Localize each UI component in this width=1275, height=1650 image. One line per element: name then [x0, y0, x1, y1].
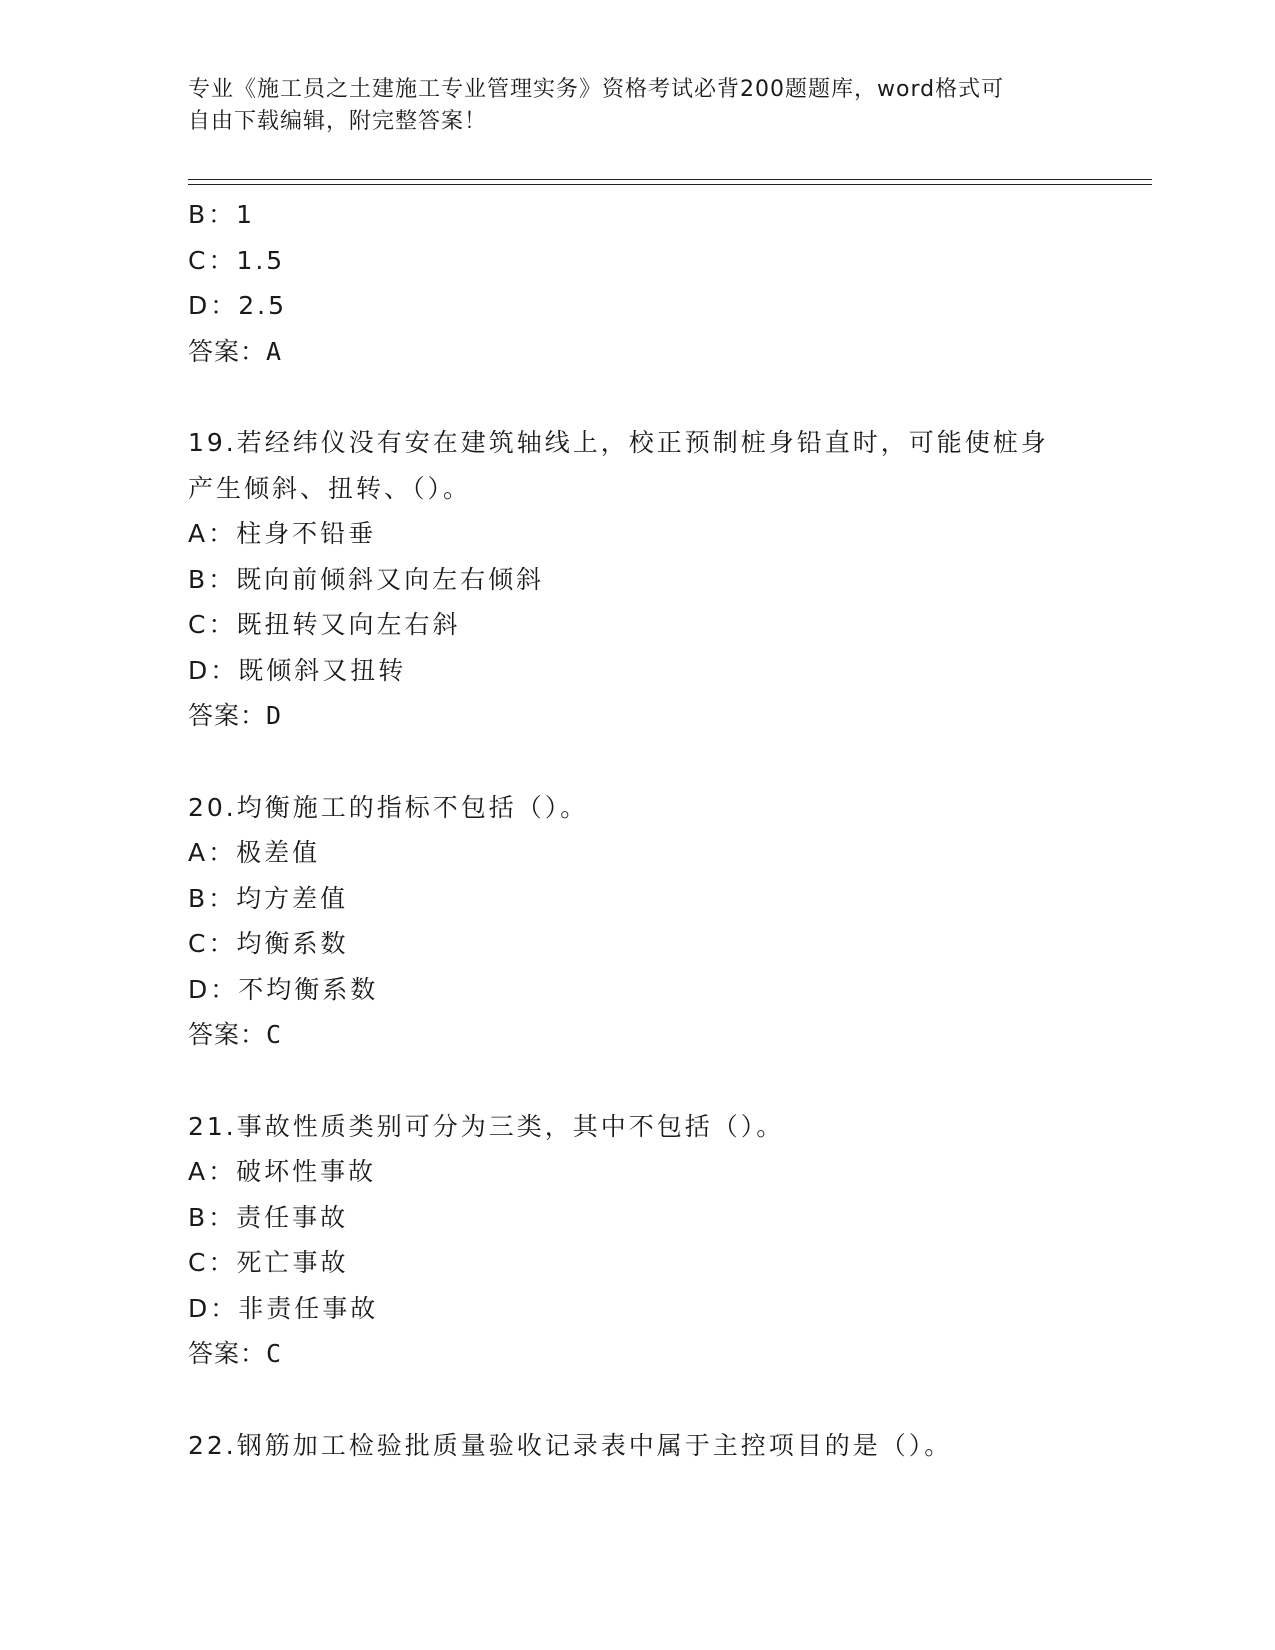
option-a: A：极差值 — [188, 838, 321, 867]
question-block-19 — [188, 420, 1088, 739]
header-divider-bottom — [188, 184, 1152, 185]
question-block-20 — [188, 785, 1088, 1058]
option-d: D：不均衡系数 — [188, 974, 379, 1004]
question-stem: 19.若经纬仪没有安在建筑轴线上，校正预制桩身铅直时，可能使桩身 — [188, 428, 1049, 457]
spacer — [188, 374, 1088, 420]
header-line-2: 自由下载编辑，附完整答案！ — [188, 109, 488, 134]
option-b: B：1 — [188, 200, 256, 229]
option-d: D：既倾斜又扭转 — [188, 655, 407, 685]
option-c: C：均衡系数 — [188, 929, 349, 958]
header-line-1: 专业《施工员之土建施工专业管理实务》资格考试必背200题题库，word格式可 — [188, 77, 1005, 102]
option-a: A：柱身不铅垂 — [188, 519, 377, 548]
question-stem: 22.钢筋加工检验批质量验收记录表中属于主控项目的是（）。 — [188, 1430, 953, 1460]
question-list — [188, 192, 1088, 1468]
question-block-21 — [188, 1104, 1088, 1377]
question-stem: 21.事故性质类别可分为三类，其中不包括（）。 — [188, 1111, 785, 1141]
question-stem-continued: 产生倾斜、扭转、（）。 — [188, 473, 472, 503]
option-c: C：1.5 — [188, 245, 286, 275]
option-d: D：非责任事故 — [188, 1293, 379, 1323]
spacer — [188, 739, 1088, 785]
option-b: B：既向前倾斜又向左右倾斜 — [188, 564, 545, 594]
option-b: B：责任事故 — [188, 1202, 349, 1232]
header-divider-top — [188, 179, 1152, 180]
answer-line: 答案：C — [188, 1020, 283, 1049]
document-header — [188, 74, 1068, 138]
option-c: C：死亡事故 — [188, 1248, 349, 1277]
question-block-22 — [188, 1423, 1088, 1469]
option-d: D：2.5 — [188, 291, 288, 320]
question-stem: 20.均衡施工的指标不包括（）。 — [188, 792, 589, 822]
question-block-18 — [188, 192, 1088, 374]
spacer — [188, 1377, 1088, 1423]
answer-line: 答案：A — [188, 336, 283, 366]
spacer — [188, 1058, 1088, 1104]
answer-line: 答案：C — [188, 1339, 283, 1368]
option-a: A：破坏性事故 — [188, 1157, 377, 1186]
answer-line: 答案：D — [188, 701, 283, 730]
option-c: C：既扭转又向左右斜 — [188, 610, 461, 639]
option-b: B：均方差值 — [188, 883, 349, 913]
